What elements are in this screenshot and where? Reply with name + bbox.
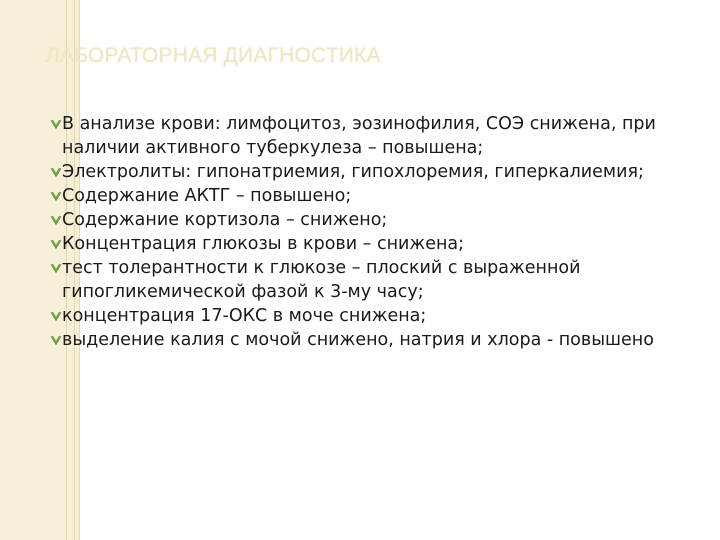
list-item-text: концентрация 17-ОКС в моче снижена;: [62, 306, 427, 326]
check-v-icon: [50, 166, 62, 178]
check-v-icon: [50, 310, 62, 322]
bullet-list: [50, 112, 700, 352]
list-item-text: выделение калия с мочой снижено, натрия и хлора - повышено: [62, 330, 654, 350]
list-item-text: Содержание кортизола – снижено;: [62, 210, 388, 230]
check-v-icon: [50, 190, 62, 202]
list-item: [50, 256, 700, 304]
list-item: [50, 184, 700, 208]
check-v-icon: [50, 238, 62, 250]
list-item: [50, 304, 700, 328]
slide-title: ЛАБОРАТОРНАЯ ДИАГНОСТИКА: [46, 44, 381, 67]
list-item-text: тест толерантности к глюкозе – плоский с выраженной гипогликемической фазой к 3-му часу;: [62, 258, 581, 302]
list-item-text: Электролиты: гипонатриемия, гипохлоремия, гиперкалиемия;: [62, 162, 644, 182]
check-v-icon: [50, 214, 62, 226]
list-item-text: В анализе крови: лимфоцитоз, эозинофилия, СОЭ снижена, при наличии активного туберкулеза – повышена;: [62, 114, 656, 158]
list-item: [50, 328, 700, 352]
check-v-icon: [50, 334, 62, 346]
check-v-icon: [50, 262, 62, 274]
list-item: [50, 112, 700, 160]
list-item-text: Содержание АКТГ – повышено;: [62, 186, 352, 206]
list-item: [50, 232, 700, 256]
list-item: [50, 208, 700, 232]
list-item: [50, 160, 700, 184]
list-item-text: Концентрация глюкозы в крови – снижена;: [62, 234, 465, 254]
check-v-icon: [50, 118, 62, 130]
